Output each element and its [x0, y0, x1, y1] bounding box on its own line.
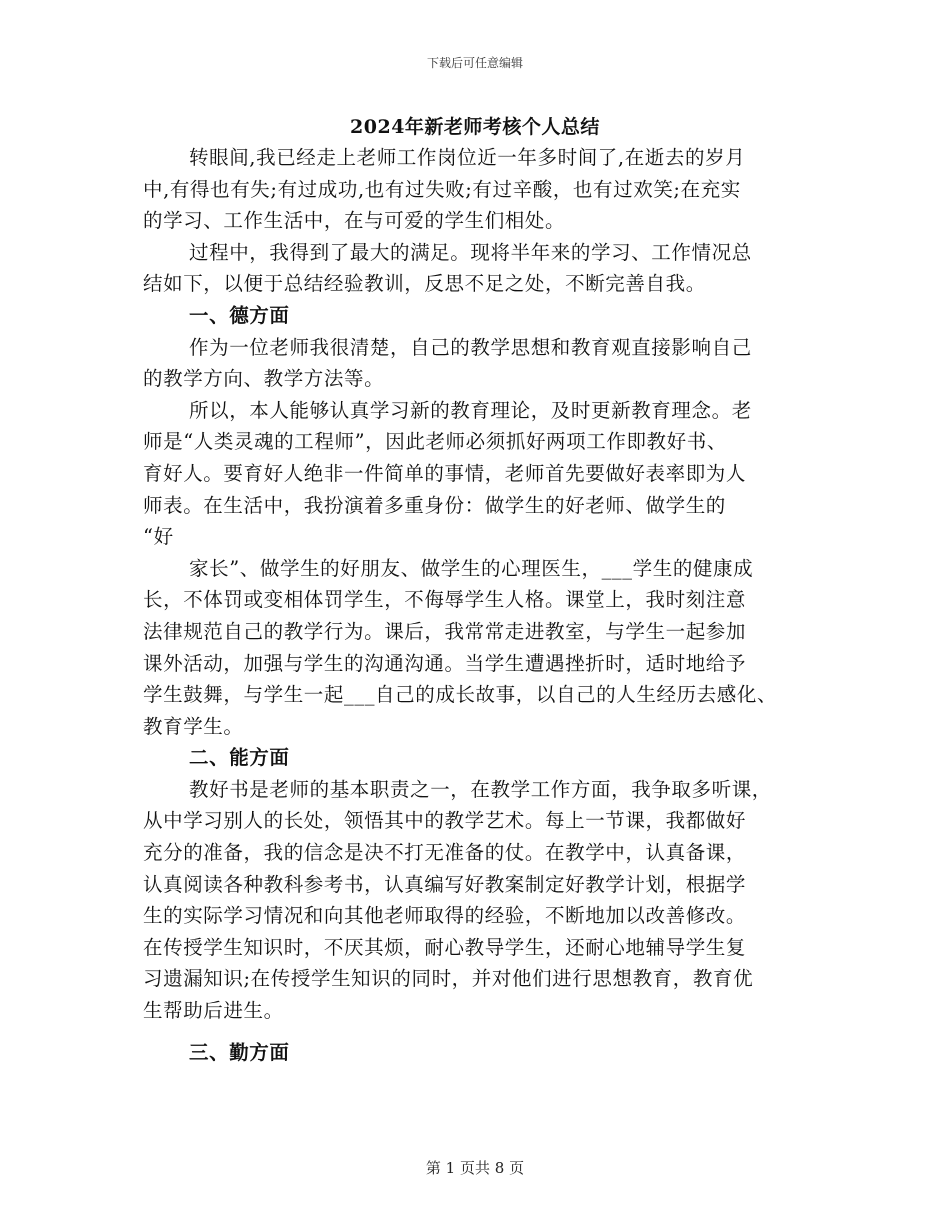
paragraph-line: 中,有得也有失;有过成功,也有过失败;有过辛酸，也有过欢笑;在充实	[143, 177, 741, 201]
document-title: 2024年新老师考核个人总结	[350, 116, 600, 138]
paragraph-line: 转眼间,我已经走上老师工作岗位近一年多时间了,在逝去的岁月	[189, 146, 746, 169]
paragraph-line: 教育学生。	[143, 714, 244, 738]
section-gap	[143, 1027, 823, 1037]
section-heading-virtue: 一、德方面	[189, 303, 290, 327]
paragraph-line: 结如下，以便于总结经验教训，反思不足之处，不断完善自我。	[143, 272, 706, 296]
section-heading-diligence: 三、勤方面	[189, 1040, 290, 1064]
paragraph-line: 从中学习别人的长处，领悟其中的教学艺术。每上一节课，我都做好	[143, 809, 747, 833]
paragraph-line: 师表。在生活中，我扮演着多重身份：做学生的好老师、做学生的	[143, 493, 726, 517]
section-heading-ability: 二、能方面	[189, 746, 290, 770]
paragraph-line: 教好书是老师的基本职责之一，在教学工作方面，我争取多听课，	[189, 777, 772, 801]
paragraph-line: 过程中，我得到了最大的满足。现将半年来的学习、工作情况总	[189, 240, 752, 264]
paragraph-line: 法律规范自己的教学行为。课后，我常常走进教室，与学生一起参加	[143, 619, 747, 643]
paragraph-line: 生的实际学习情况和向其他老师取得的经验，不断地加以改善修改。	[143, 904, 747, 928]
paragraph-line: 师是“人类灵魂的工程师”，因此老师必须抓好两项工作即教好书、	[143, 430, 727, 454]
document-body	[143, 142, 823, 1068]
paragraph-line: “好	[143, 525, 174, 549]
paragraph-line: 长，不体罚或变相体罚学生，不侮辱学生人格。课堂上，我时刻注意	[143, 588, 747, 612]
paragraph-line: 家长”、做学生的好朋友、做学生的心理医生，___学生的健康成	[189, 556, 754, 580]
paragraph-line: 习遗漏知识;在传授学生知识的同时，并对他们进行思想教育，教育优	[143, 967, 754, 991]
paragraph-line: 的学习、工作生活中，在与可爱的学生们相处。	[143, 209, 566, 233]
paragraph-line: 生帮助后进生。	[143, 999, 284, 1023]
paragraph-line: 认真阅读各种教科参考书，认真编写好教案制定好教学计划，根据学	[143, 872, 747, 896]
paragraph-line: 在传授学生知识时，不厌其烦，耐心教导学生，还耐心地辅导学生复	[143, 935, 747, 959]
header-note: 下载后可任意编辑	[426, 56, 523, 70]
paragraph-line: 作为一位老师我很清楚，自己的教学思想和教育观直接影响自己	[189, 335, 752, 359]
page-footer: 第 1 页共 8 页	[425, 1159, 525, 1177]
paragraph-line: 课外活动，加强与学生的沟通沟通。当学生遭遇挫折时，适时地给予	[143, 651, 747, 675]
paragraph-line: 所以，本人能够认真学习新的教育理论，及时更新教育理念。老	[189, 398, 752, 422]
paragraph-line: 育好人。要育好人绝非一件简单的事情，老师首先要做好表率即为人	[143, 461, 747, 485]
paragraph-line: 的教学方向、教学方法等。	[143, 367, 385, 391]
paragraph-line: 学生鼓舞，与学生一起___自己的成长故事，以自己的人生经历去感化、	[143, 683, 778, 707]
paragraph-line: 充分的准备，我的信念是决不打无准备的仗。在教学中，认真备课，	[143, 841, 747, 865]
